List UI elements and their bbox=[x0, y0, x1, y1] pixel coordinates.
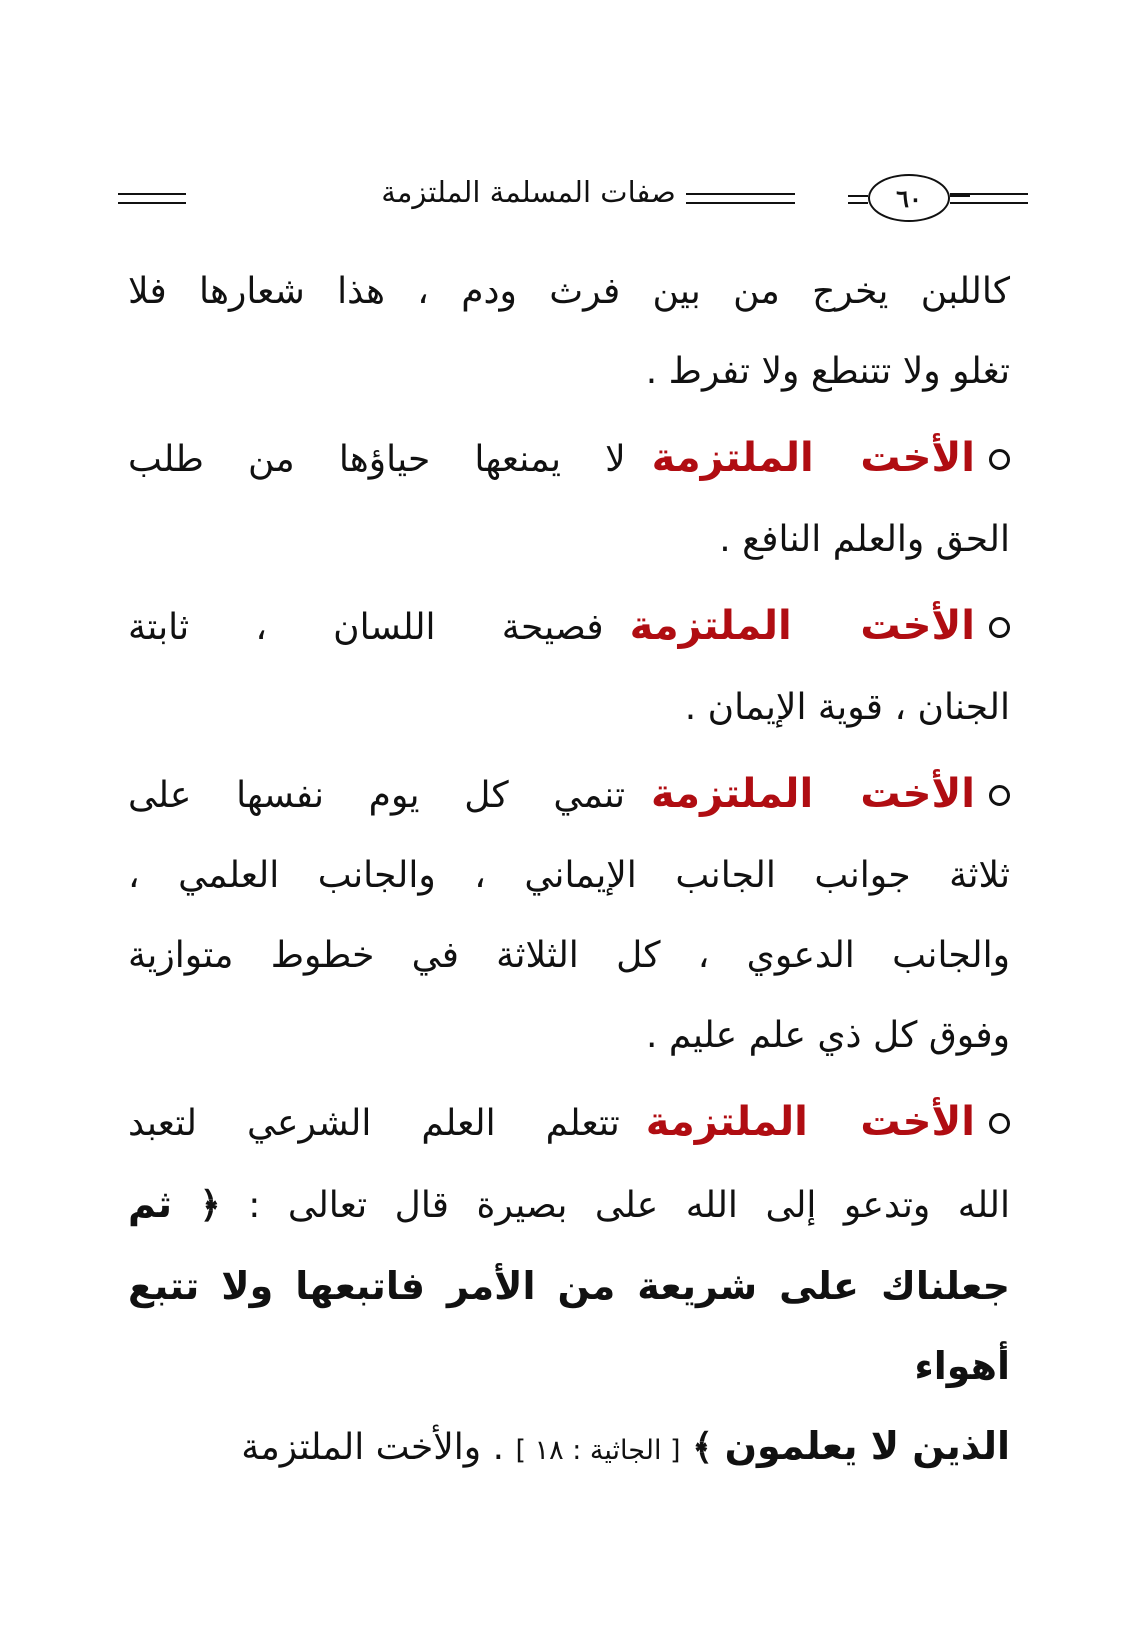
verse-citation: [ الجاثية : ١٨ ] bbox=[515, 1435, 681, 1466]
paragraph-line bbox=[128, 1406, 1010, 1491]
page-number-text: ٦٠ bbox=[896, 183, 922, 213]
paragraph-2 bbox=[128, 586, 1010, 748]
paragraph-heading: الأخت الملتزمة bbox=[629, 603, 975, 649]
circle-bullet-icon bbox=[989, 617, 1010, 638]
paragraph-line: والجانب الدعوي ، كل الثلاثة في خطوط متوازية bbox=[128, 935, 1010, 976]
paragraph-line: تتعلم العلم الشرعي لتعبد bbox=[128, 1103, 620, 1144]
quran-bracket-open: ﴿ bbox=[199, 1185, 221, 1226]
paragraph-heading: الأخت الملتزمة bbox=[651, 435, 975, 481]
quran-bracket-close: ﴾ bbox=[692, 1427, 714, 1468]
paragraph-line: تغلو ولا تتنطع ولا تفرط . bbox=[645, 351, 1010, 392]
running-title-text: صفات المسلمة الملتزمة bbox=[371, 175, 685, 209]
paragraph-first-line bbox=[128, 586, 1010, 668]
paragraph-1 bbox=[128, 418, 1010, 580]
line-text: . والأخت الملتزمة bbox=[241, 1427, 505, 1468]
paragraph-3 bbox=[128, 754, 1010, 1076]
page-header bbox=[118, 168, 1028, 228]
quran-verse: ثم bbox=[128, 1182, 173, 1226]
paragraph-line: فصيحة اللسان ، ثابتة bbox=[128, 607, 604, 648]
paragraph-first-line bbox=[128, 1082, 1010, 1164]
paragraph-line: الحق والعلم النافع . bbox=[719, 519, 1010, 560]
circle-bullet-icon bbox=[989, 1113, 1010, 1134]
running-title bbox=[194, 175, 863, 209]
header-rule-left bbox=[118, 193, 186, 204]
paragraph-line: كاللبن يخرج من بين فرث ودم ، هذا شعارها فلا bbox=[128, 271, 1010, 312]
paragraph-heading: الأخت الملتزمة bbox=[651, 771, 975, 817]
circle-bullet-icon bbox=[989, 785, 1010, 806]
quran-verse: جعلناك على شريعة من الأمر فاتبعها ولا تتبع أهواء bbox=[128, 1264, 1010, 1388]
paragraph-first-line bbox=[128, 418, 1010, 500]
paragraph-line: وفوق كل ذي علم عليم . bbox=[646, 1015, 1010, 1056]
paragraph-line: الجنان ، قوية الإيمان . bbox=[684, 687, 1010, 728]
paragraph-line: تنمي كل يوم نفسها على bbox=[128, 775, 626, 816]
paragraph-line bbox=[128, 1164, 1010, 1246]
paragraph-4 bbox=[128, 1082, 1010, 1491]
paragraph-heading: الأخت الملتزمة bbox=[645, 1099, 975, 1145]
quran-verse: الذين لا يعلمون bbox=[724, 1424, 1010, 1468]
paragraph-0 bbox=[128, 252, 1010, 412]
circle-bullet-icon bbox=[989, 449, 1010, 470]
line-text: الله وتدعو إلى الله على بصيرة قال تعالى : bbox=[248, 1185, 1010, 1226]
page-number bbox=[868, 174, 950, 222]
paragraph-first-line bbox=[128, 754, 1010, 836]
body-text bbox=[128, 252, 1010, 1491]
paragraph-line: ثلاثة جوانب الجانب الإيماني ، والجانب العلمي ، bbox=[128, 855, 1010, 896]
paragraph-line: لا يمنعها حياؤها من طلب bbox=[128, 439, 626, 480]
